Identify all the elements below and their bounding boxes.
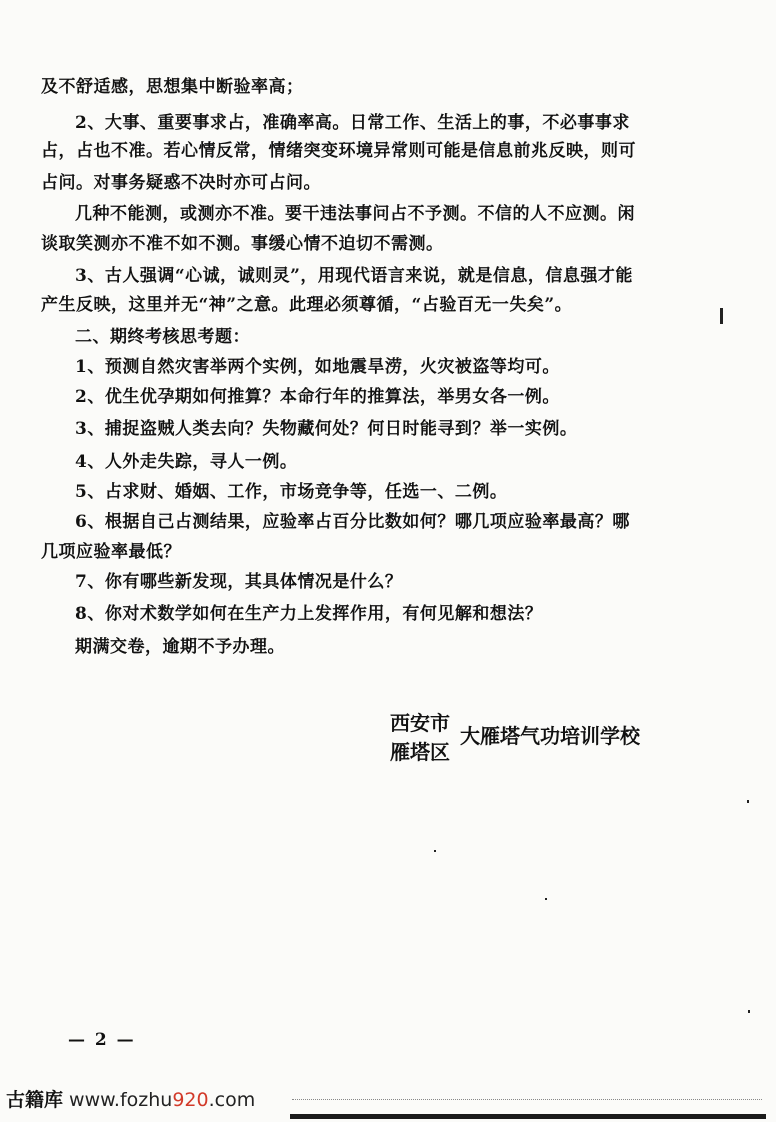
question-3: 3、捕捉盗贼人类去向？失物藏何处？何日时能寻到？举一实例。 bbox=[75, 419, 578, 439]
watermark-site-name: 古籍库 bbox=[6, 1089, 64, 1111]
scan-mark bbox=[720, 308, 723, 324]
footer-dotted-rule bbox=[292, 1099, 762, 1100]
signature-city: 西安市 bbox=[390, 711, 450, 735]
signature-district: 雁塔区 bbox=[390, 740, 450, 764]
signature-school: 大雁塔气功培训学校 bbox=[460, 724, 640, 748]
body-line-7: 3、古人强调“心诚，诚则灵”，用现代语言来说，就是信息，信息强才能 bbox=[75, 266, 633, 286]
section-heading: 二、期终考核思考题： bbox=[75, 327, 250, 347]
body-line-5: 几种不能测，或测亦不准。要干违法事问占不予测。不信的人不应测。闲 bbox=[75, 204, 635, 224]
scan-speck bbox=[748, 1010, 750, 1013]
scan-speck bbox=[545, 898, 547, 900]
watermark-url-suffix: .com bbox=[208, 1089, 256, 1111]
question-4: 4、人外走失踪，寻人一例。 bbox=[75, 452, 298, 472]
body-line-6: 谈取笑测亦不准不如不测。事缓心情不迫切不需测。 bbox=[41, 234, 444, 254]
question-8: 8、你对术数学如何在生产力上发挥作用，有何见解和想法？ bbox=[75, 604, 543, 624]
watermark-url-highlight: 920 bbox=[172, 1089, 209, 1111]
closing-note: 期满交卷，逾期不予办理。 bbox=[75, 637, 285, 657]
scan-speck bbox=[434, 850, 436, 852]
body-line-8: 产生反映，这里并无“神”之意。此理必须尊循，“占验百无一失矣”。 bbox=[41, 295, 573, 315]
question-2: 2、优生优孕期如何推算？本命行年的推算法，举男女各一例。 bbox=[75, 387, 560, 407]
body-line-4: 占问。对事务疑惑不决时亦可占问。 bbox=[41, 173, 321, 193]
question-6: 6、根据自己占测结果，应验率占百分比数如何？哪几项应验率最高？哪 bbox=[75, 512, 630, 532]
question-7: 7、你有哪些新发现，其具体情况是什么？ bbox=[75, 572, 403, 592]
body-line-3: 占，占也不准。若心情反常，情绪突变环境异常则可能是信息前兆反映，则可 bbox=[41, 141, 636, 161]
question-1: 1、预测自然灾害举两个实例，如地震旱涝，火灾被盗等均可。 bbox=[75, 357, 560, 377]
footer-rule bbox=[290, 1114, 766, 1119]
body-line-2: 2、大事、重要事求占，准确率高。日常工作、生活上的事，不必事事求 bbox=[75, 113, 630, 133]
scan-speck bbox=[747, 800, 749, 803]
watermark-footer bbox=[6, 1085, 255, 1112]
page-number: — 2 — bbox=[68, 1030, 136, 1050]
body-line-1: 及不舒适感，思想集中断验率高； bbox=[41, 77, 304, 97]
question-5: 5、占求财、婚姻、工作，市场竞争等，任选一、二例。 bbox=[75, 482, 508, 502]
question-6-cont: 几项应验率最低？ bbox=[41, 542, 181, 562]
watermark-url-prefix: www.fozhu bbox=[63, 1089, 173, 1111]
